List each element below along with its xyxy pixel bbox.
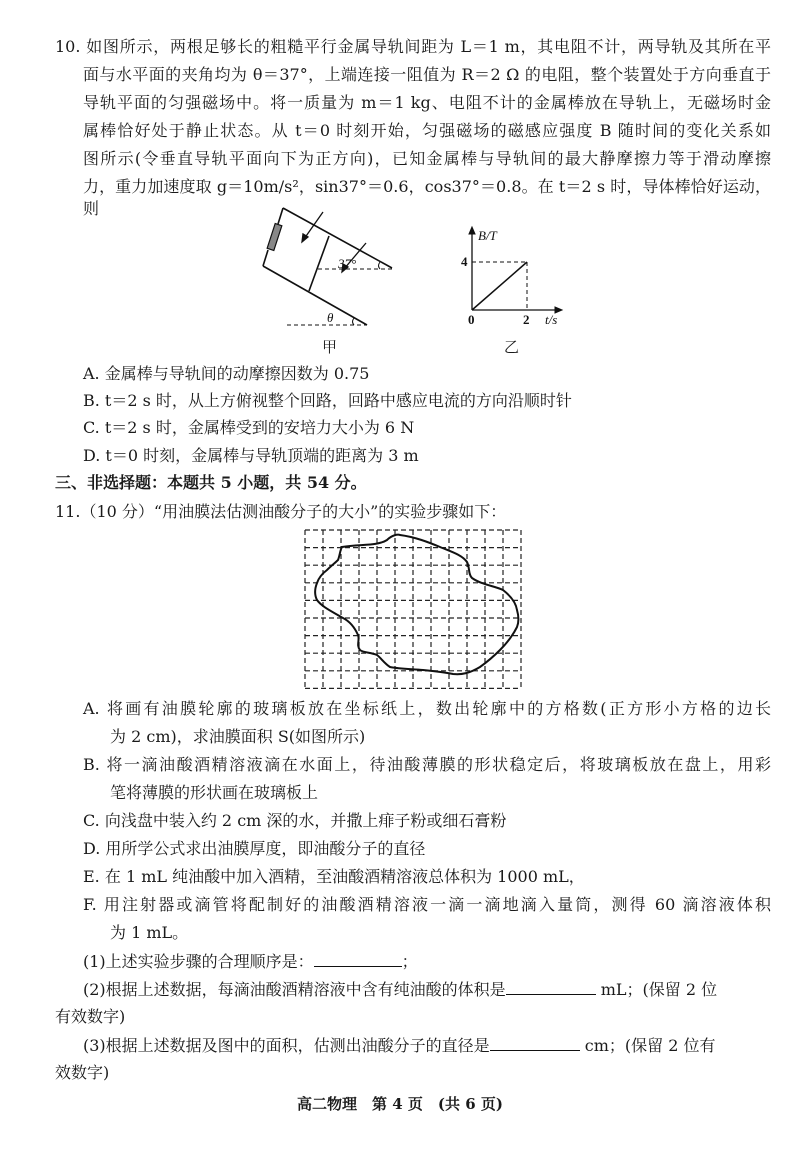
page-footer: 高二物理 第 4 页 (共 6 页)	[297, 1095, 503, 1113]
q10-option-c: C. t＝2 s 时，金属棒受到的安培力大小为 6 N	[83, 418, 415, 437]
q10-line-4: 属棒恰好处于静止状态。从 t＝0 时刻开始，匀强磁场的磁感应强度 B 随时间的变化关系如	[83, 121, 771, 140]
q11-sub3	[83, 1034, 716, 1057]
q11-sub1	[83, 950, 418, 973]
q11-sub3-answer-blank[interactable]	[490, 1034, 580, 1051]
q11-sub1-end: ；	[401, 952, 418, 971]
q10-line-3: 导轨平面的匀强磁场中。将一质量为 m＝1 kg、电阻不计的金属棒放在导轨上，无磁场时金	[83, 93, 771, 112]
q11-sub2-end: mL；(保留 2 位	[595, 980, 718, 999]
q11-sub2-text: (2)根据上述数据，每滴油酸酒精溶液中含有纯油酸的体积是	[83, 980, 506, 999]
q10-line-2: 面与水平面的夹角均为 θ＝37°，上端连接一阻值为 R＝2 Ω 的电阻，整个装置处于方向垂直于	[83, 65, 771, 84]
q11-step-f: F. 用注射器或滴管将配制好的油酸酒精溶液一滴一滴地滴入量筒，测得 60 滴溶液体积	[83, 895, 771, 914]
q11-sub1-text: (1)上述实验步骤的合理顺序是：	[83, 952, 314, 971]
q10-option-d: D. t＝0 时刻，金属棒与导轨顶端的距离为 3 m	[83, 446, 419, 465]
figure-jia-caption: 甲	[322, 338, 338, 356]
origin-label: 0	[468, 312, 475, 327]
q11-step-a: A. 将画有油膜轮廓的玻璃板放在坐标纸上，数出轮廓中的方格数(正方形小方格的边长	[83, 699, 771, 718]
q11-sub3-end: cm；(保留 2 位有	[579, 1036, 716, 1055]
oil-film-grid-figure	[300, 526, 526, 694]
section-3-heading: 三、非选择题：本题共 5 小题，共 54 分。	[55, 473, 367, 492]
b-t-line	[472, 262, 527, 310]
figure-yi-caption: 乙	[504, 338, 520, 356]
q10-line-6: 力，重力加速度取 g＝10m/s²，sin37°＝0.6，cos37°＝0.8。在 t＝2 s 时，导体棒恰好运动，则	[83, 177, 771, 218]
metal-rod	[309, 236, 329, 291]
q11-sub2-cont: 有效数字)	[55, 1007, 126, 1026]
q11-title: 11.（10 分）“用油膜法估测油酸分子的大小”的实验步骤如下：	[55, 502, 507, 521]
q11-step-e: E. 在 1 mL 纯油酸中加入酒精，至油酸酒精溶液总体积为 1000 mL，	[83, 867, 585, 886]
y-tick-4: 4	[461, 254, 468, 269]
q11-sub3-cont: 效数字)	[55, 1063, 110, 1082]
angle-37-label: 37°	[338, 256, 357, 271]
magnetic-field-arrows	[302, 212, 366, 272]
q11-step-b-cont: 笔将薄膜的形状画在玻璃板上	[110, 783, 319, 802]
q11-sub1-answer-blank[interactable]	[314, 950, 402, 967]
q11-step-b: B. 将一滴油酸酒精溶液滴在水面上，待油酸薄膜的形状稳定后，将玻璃板放在盘上，用彩	[83, 755, 771, 774]
q11-step-c: C. 向浅盘中装入约 2 cm 深的水，并撒上痱子粉或细石膏粉	[83, 811, 507, 830]
q11-step-a-cont: 为 2 cm)，求油膜面积 S(如图所示)	[110, 727, 366, 746]
q11-sub3-text: (3)根据上述数据及图中的面积，估测出油酸分子的直径是	[83, 1036, 490, 1055]
q10-line-1: 10. 如图所示，两根足够长的粗糙平行金属导轨间距为 L＝1 m，其电阻不计，两导轨及其所在平	[55, 37, 771, 56]
q11-step-f-cont: 为 1 mL。	[110, 923, 189, 942]
x-tick-2: 2	[523, 312, 530, 327]
resistor-icon	[267, 224, 282, 251]
q10-figures	[0, 0, 800, 360]
q11-sub2-answer-blank[interactable]	[506, 978, 596, 995]
q10-option-b: B. t＝2 s 时，从上方俯视整个回路，回路中感应电流的方向沿顺时针	[83, 391, 572, 410]
y-axis-label: B/T	[478, 228, 497, 243]
q11-step-d: D. 用所学公式求出油膜厚度，即油酸分子的直径	[83, 839, 426, 858]
q10-option-a: A. 金属棒与导轨间的动摩擦因数为 0.75	[83, 364, 370, 383]
q11-sub2	[83, 978, 717, 1001]
x-axis-label: t/s	[545, 312, 558, 327]
angle-theta-label: θ	[327, 310, 334, 325]
q10-line-5: 图所示(令垂直导轨平面向下为正方向)，已知金属棒与导轨间的最大静摩擦力等于滑动摩擦	[83, 149, 771, 168]
